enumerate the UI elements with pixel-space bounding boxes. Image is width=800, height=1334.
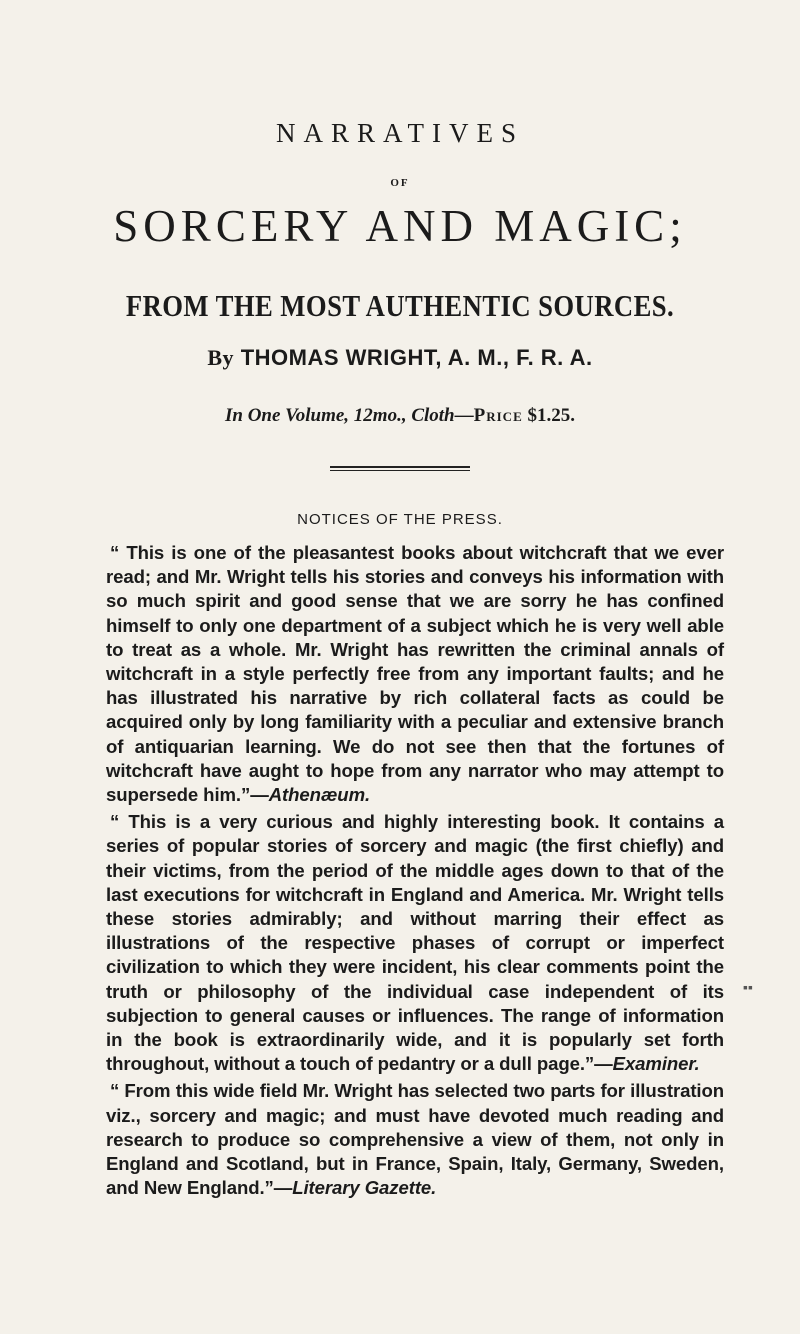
review-source: Athenæum. bbox=[268, 784, 371, 806]
edition-line bbox=[0, 405, 800, 427]
author-byline bbox=[0, 345, 800, 371]
review-text: “ This is one of the pleasantest books about witchcraft that we ever read; and Mr. Wright tells his stories and conveys his information with so much spirit and good sense that we are sorry he has confined himself to only one department of a subject which he is very well able to treat as a whole. Mr. Wright has rewritten the criminal annals of witchcraft in a style perfectly free from any important faults; and he has illustrated his narrative by rich collateral facts as could be acquired only by long familiarity with a peculiar and extensive branch of antiquarian learning. We do not see then that the fortunes of witchcraft have aught to hope from any narrator who may attempt to supersede him.”— bbox=[106, 542, 724, 806]
notices-heading: NOTICES OF THE PRESS. bbox=[297, 511, 503, 528]
review-source: Literary Gazette. bbox=[292, 1177, 437, 1199]
review-examiner bbox=[106, 810, 724, 1076]
review-text: “ From this wide field Mr. Wright has selected two parts for illustration viz., sorcery and magic; and must have devoted much reading and research to produce so comprehensive a view of them, not only in England and Scotland, but in France, Spain, Italy, Germany, Sweden, and New England.”— bbox=[106, 1080, 724, 1199]
price-label: Price bbox=[473, 405, 523, 426]
review-literary-gazette bbox=[106, 1079, 724, 1200]
edition-volume: In One Volume, 12mo., Cloth bbox=[224, 405, 455, 426]
title-of: OF bbox=[390, 177, 410, 189]
review-athenaeum bbox=[106, 541, 724, 807]
review-source: Examiner. bbox=[612, 1053, 700, 1075]
book-title: SORCERY AND MAGIC; bbox=[113, 201, 687, 251]
review-text: “ This is a very curious and highly interesting book. It contains a series of popular stories of sorcery and magic (the first chiefly) and their victims, from the period of the middle ages down to that of the last executions for witchcraft in England and America. Mr. Wright tells these stories admirably; and without marring their effect as illustrations of the respective phases of corrupt or imperfect civilization to which they were incident, his clear comments point the truth or philosophy of the individual case independent of its subjection to general causes or influences. The range of information in the book is extraordinarily wide, and it is popularly set forth throughout, without a touch of pedantry or a dull page.”— bbox=[106, 811, 724, 1075]
margin-mark: ▪▪ bbox=[743, 979, 753, 995]
author-name: THOMAS WRIGHT, A. M., F. R. A. bbox=[240, 345, 593, 370]
byline-by: By bbox=[207, 345, 235, 370]
book-subtitle: FROM THE MOST AUTHENTIC SOURCES. bbox=[125, 288, 675, 323]
press-reviews bbox=[106, 541, 724, 1203]
edition-dash: — bbox=[454, 405, 474, 426]
title-narratives: NARRATIVES bbox=[275, 118, 524, 148]
divider-rule bbox=[330, 466, 470, 471]
price-value: $1.25. bbox=[527, 405, 575, 426]
